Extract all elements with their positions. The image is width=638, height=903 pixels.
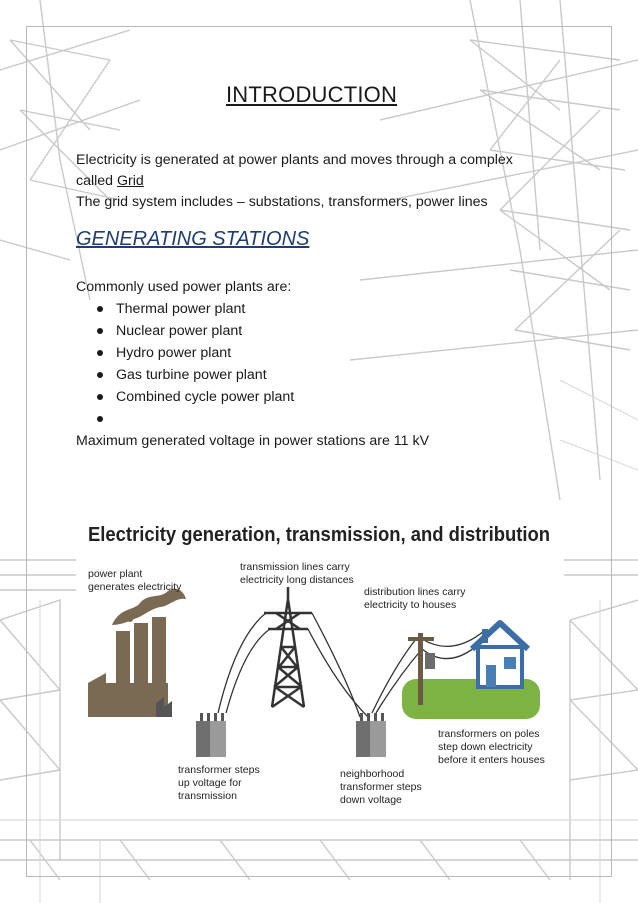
intro-line-3: The grid system includes – substations, transformers, power lines	[76, 194, 488, 210]
list-item	[94, 320, 294, 342]
poles-label-1: transformers on poles	[438, 728, 540, 740]
power-plant-label-1: power plant	[88, 568, 143, 580]
list-item	[94, 364, 294, 386]
list-item-text: Combined cycle power plant	[116, 389, 295, 405]
page-title: INTRODUCTION	[226, 82, 398, 107]
step-up-label-1: transformer steps	[178, 764, 260, 776]
intro-line-1: Electricity is generated at power plants and moves through a complex	[76, 152, 513, 168]
diagram-title: Electricity generation, transmission, and distribution	[88, 524, 550, 546]
list-item-text: Thermal power plant	[116, 301, 246, 317]
step-up-label-2: up voltage for	[178, 777, 242, 789]
list-item-text: Nuclear power plant	[116, 323, 243, 339]
section-heading: GENERATING STATIONS	[76, 228, 310, 250]
list-item	[94, 408, 294, 430]
list-item	[94, 386, 294, 408]
poles-label-3: before it enters houses	[438, 754, 545, 766]
transmission-label-2: electricity long distances	[240, 574, 354, 586]
list-item	[94, 298, 294, 320]
power-plant-label-2: generates electricity	[88, 581, 182, 593]
bullet-icon	[97, 306, 103, 312]
power-plant-list	[94, 298, 294, 430]
neighborhood-label-1: neighborhood	[340, 768, 405, 780]
step-up-label-3: transmission	[178, 790, 237, 802]
bullet-icon	[97, 416, 103, 422]
neighborhood-label-3: down voltage	[340, 794, 402, 806]
intro-line-2	[76, 171, 144, 192]
intro-line-2-prefix: called	[76, 173, 118, 189]
max-voltage-text: Maximum generated voltage in power stations are 11 kV	[76, 433, 430, 449]
bullet-icon	[97, 350, 103, 356]
plants-intro: Commonly used power plants are:	[76, 279, 292, 295]
neighborhood-label-2: transformer steps	[340, 781, 422, 793]
list-item	[94, 342, 294, 364]
list-item-text: Gas turbine power plant	[116, 367, 267, 383]
bullet-icon	[97, 372, 103, 378]
bullet-icon	[97, 328, 103, 334]
distribution-label-1: distribution lines carry	[364, 586, 466, 598]
poles-label-2: step down electricity	[438, 741, 533, 753]
grid-term: Grid	[117, 173, 144, 189]
bullet-icon	[97, 394, 103, 400]
list-item-text: Hydro power plant	[116, 345, 232, 361]
transmission-label-1: transmission lines carry	[240, 561, 350, 573]
grid-diagram	[76, 507, 564, 818]
distribution-label-2: electricity to houses	[364, 599, 457, 611]
